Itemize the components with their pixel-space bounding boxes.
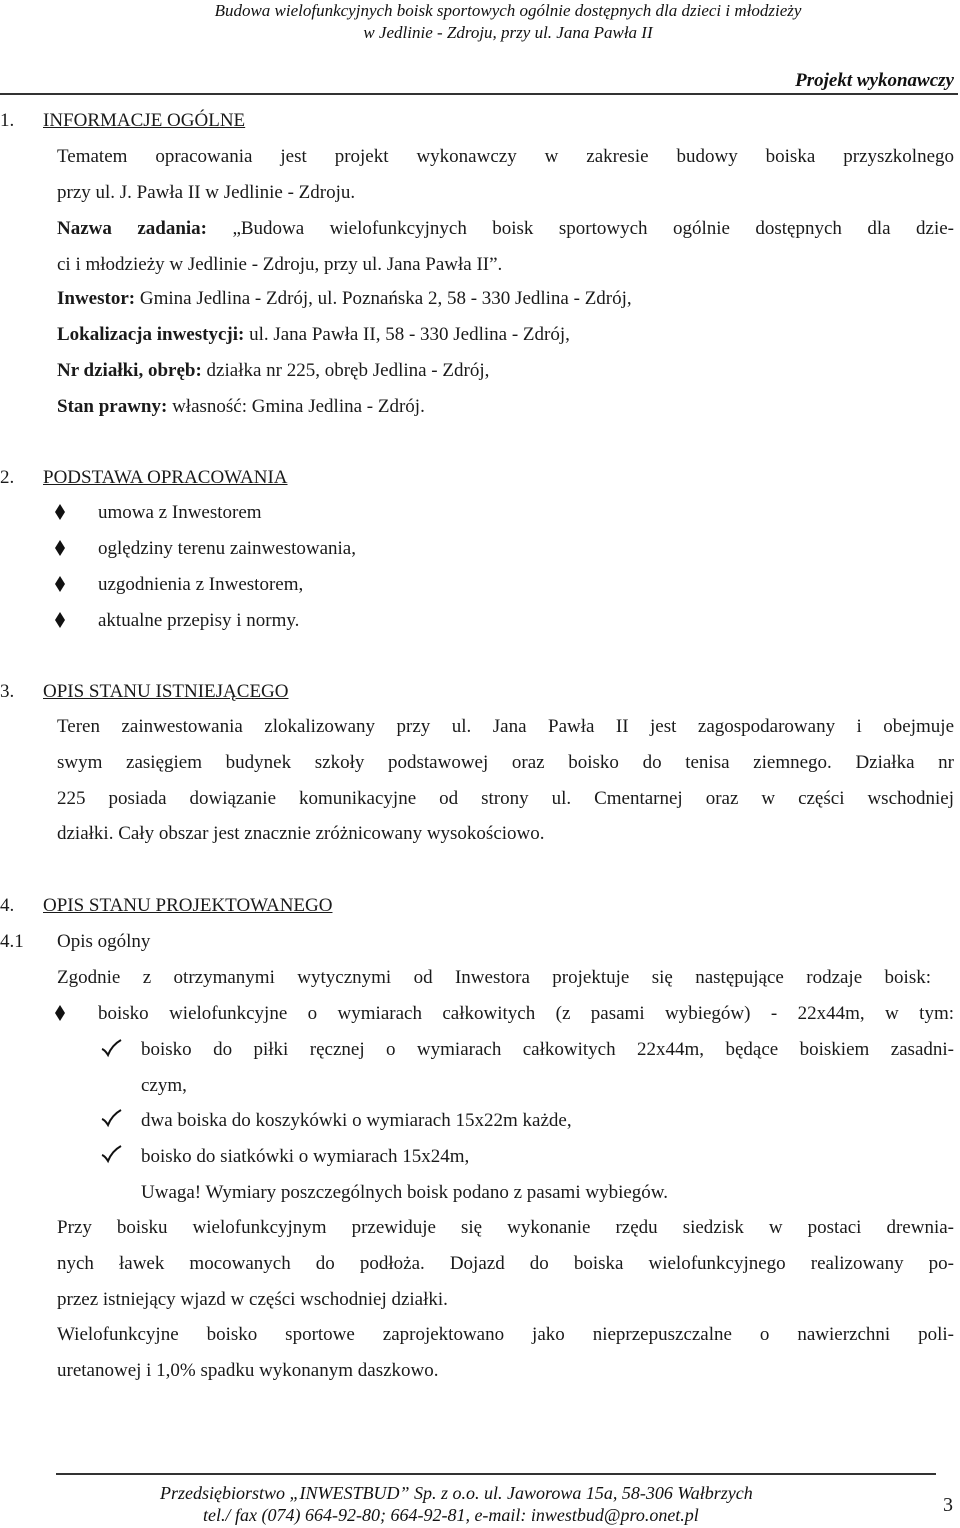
header-title-line1: Budowa wielofunkcyjnych boisk sportowych ogólnie dostępnych dla dzieci i młodzieży: [214, 1, 802, 20]
check-bullet-icon: [100, 1144, 122, 1164]
dzialka-row: [57, 360, 489, 382]
inwestor-value: Gmina Jedlina - Zdrój, ul. Poznańska 2, 58 - 330 Jedlina - Zdrój,: [139, 288, 632, 309]
inwestor-row: [57, 288, 632, 310]
uwaga-note: Uwaga! Wymiary poszczególnych boisk podano z pasami wybiegów.: [141, 1182, 669, 1203]
dzialka-value: działka nr 225, obręb Jedlina - Zdrój,: [206, 360, 490, 381]
header-title-line2: w Jedlinie - Zdroju, przy ul. Jana Pawła II: [363, 23, 653, 42]
s4-intro: Zgodnie z otrzymanymi wytycznymi od Inwestora projektuje się następujące rodzaje boisk:: [57, 967, 931, 988]
diamond-bullet-icon: [53, 537, 67, 559]
check-item: dwa boiska do koszykówki o wymiarach 15x22m każde,: [141, 1110, 572, 1131]
header-doc-type: Projekt wykonawczy: [795, 70, 954, 91]
section-2-title: PODSTAWA OPRACOWANIA: [43, 467, 288, 488]
s1-paragraph-line2: przy ul. J. Pawła II w Jedlinie - Zdroju.: [57, 182, 356, 203]
nazwa-zadania-line2: ci i młodzieży w Jedlinie - Zdroju, przy ul. Jana Pawła II”.: [57, 254, 503, 275]
nazwa-zadania-value: „Budowa wielofunkcyjnych boisk sportowych ogólnie dostępnych dla dzie-: [232, 218, 954, 239]
stan-prawny-value: własność: Gmina Jedlina - Zdrój.: [172, 396, 425, 417]
section-2-number: 2.: [0, 467, 15, 488]
s4-p2-line: Przy boisku wielofunkcyjnym przewiduje się wykonanie rzędu siedzisk w postaci drewnia-: [57, 1217, 954, 1238]
section-3-title: OPIS STANU ISTNIEJĄCEGO: [43, 681, 289, 702]
section-4-title: OPIS STANU PROJEKTOWANEGO: [43, 895, 333, 916]
lokalizacja-value: ul. Jana Pawła II, 58 - 330 Jedlina - Zdrój,: [249, 324, 570, 345]
s3-line: 225 posiada dowiązanie komunikacyjne od strony ul. Cmentarnej oraz w części wschodniej: [57, 788, 954, 809]
s4-p2-line: przez istniejący wjazd w części wschodniej działki.: [57, 1289, 448, 1310]
lokalizacja-row: [57, 324, 570, 346]
s4-bullet: boisko wielofunkcyjne o wymiarach całkowitych (z pasami wybiegów) - 22x44m, w tym:: [98, 1003, 954, 1024]
list-item: uzgodnienia z Inwestorem,: [98, 574, 304, 595]
diamond-bullet-icon: [53, 501, 67, 523]
nazwa-zadania-label: Nazwa zadania:: [57, 218, 207, 239]
page-number: 3: [943, 1494, 953, 1516]
list-item: aktualne przepisy i normy.: [98, 610, 300, 631]
check-item: boisko do piłki ręcznej o wymiarach całkowitych 22x44m, będące boiskiem zasadni-: [141, 1039, 954, 1060]
footer-company: Przedsiębiorstwo „INWESTBUD” Sp. z o.o. ul. Jaworowa 15a, 58-306 Wałbrzych: [160, 1483, 753, 1503]
s3-line: działki. Cały obszar jest znacznie zróżnicowany wysokościowo.: [57, 823, 545, 844]
section-4-number: 4.: [0, 895, 15, 916]
check-item-cont: czym,: [141, 1075, 187, 1096]
section-3-number: 3.: [0, 681, 15, 702]
stan-prawny-row: [57, 396, 425, 418]
check-item: boisko do siatkówki o wymiarach 15x24m,: [141, 1146, 470, 1167]
subsection-4-1-title: Opis ogólny: [57, 931, 151, 952]
s3-line: Teren zainwestowania zlokalizowany przy ul. Jana Pawła II jest zagospodarowany i obejmuje: [57, 716, 954, 737]
diamond-bullet-icon: [53, 573, 67, 595]
header-rule: [0, 93, 958, 95]
s4-p2-line: nych ławek mocowanych do podłoża. Dojazd do boiska wielofunkcyjnego realizowany po-: [57, 1253, 954, 1274]
stan-prawny-label: Stan prawny:: [57, 396, 168, 417]
list-item: umowa z Inwestorem: [98, 502, 262, 523]
list-item: oględziny terenu zainwestowania,: [98, 538, 356, 559]
check-bullet-icon: [100, 1108, 122, 1128]
diamond-bullet-icon: [53, 609, 67, 631]
lokalizacja-label: Lokalizacja inwestycji:: [57, 324, 245, 345]
section-1-number: 1.: [0, 110, 15, 131]
section-1-title: INFORMACJE OGÓLNE: [43, 110, 246, 131]
subsection-4-1-number: 4.1: [0, 931, 24, 952]
s4-p3-line: uretanowej i 1,0% spadku wykonanym daszkowo.: [57, 1360, 439, 1381]
check-bullet-icon: [100, 1038, 122, 1058]
footer-rule: [56, 1473, 936, 1475]
nazwa-zadania-line1: [57, 218, 954, 240]
s4-p3-line: Wielofunkcyjne boisko sportowe zaprojektowano jako nieprzepuszczalne o nawierzchni poli-: [57, 1324, 954, 1345]
inwestor-label: Inwestor:: [57, 288, 136, 309]
s3-line: swym zasięgiem budynek szkoły podstawowej oraz boisko do tenisa ziemnego. Działka nr: [57, 752, 954, 773]
footer-contact: tel./ fax (074) 664-92-80; 664-92-81, e-mail: inwestbud@pro.onet.pl: [203, 1505, 699, 1525]
dzialka-label: Nr działki, obręb:: [57, 360, 202, 381]
diamond-bullet-icon: [53, 1002, 67, 1024]
s1-paragraph-line1: Tematem opracowania jest projekt wykonawczy w zakresie budowy boiska przyszkolnego: [57, 146, 954, 167]
